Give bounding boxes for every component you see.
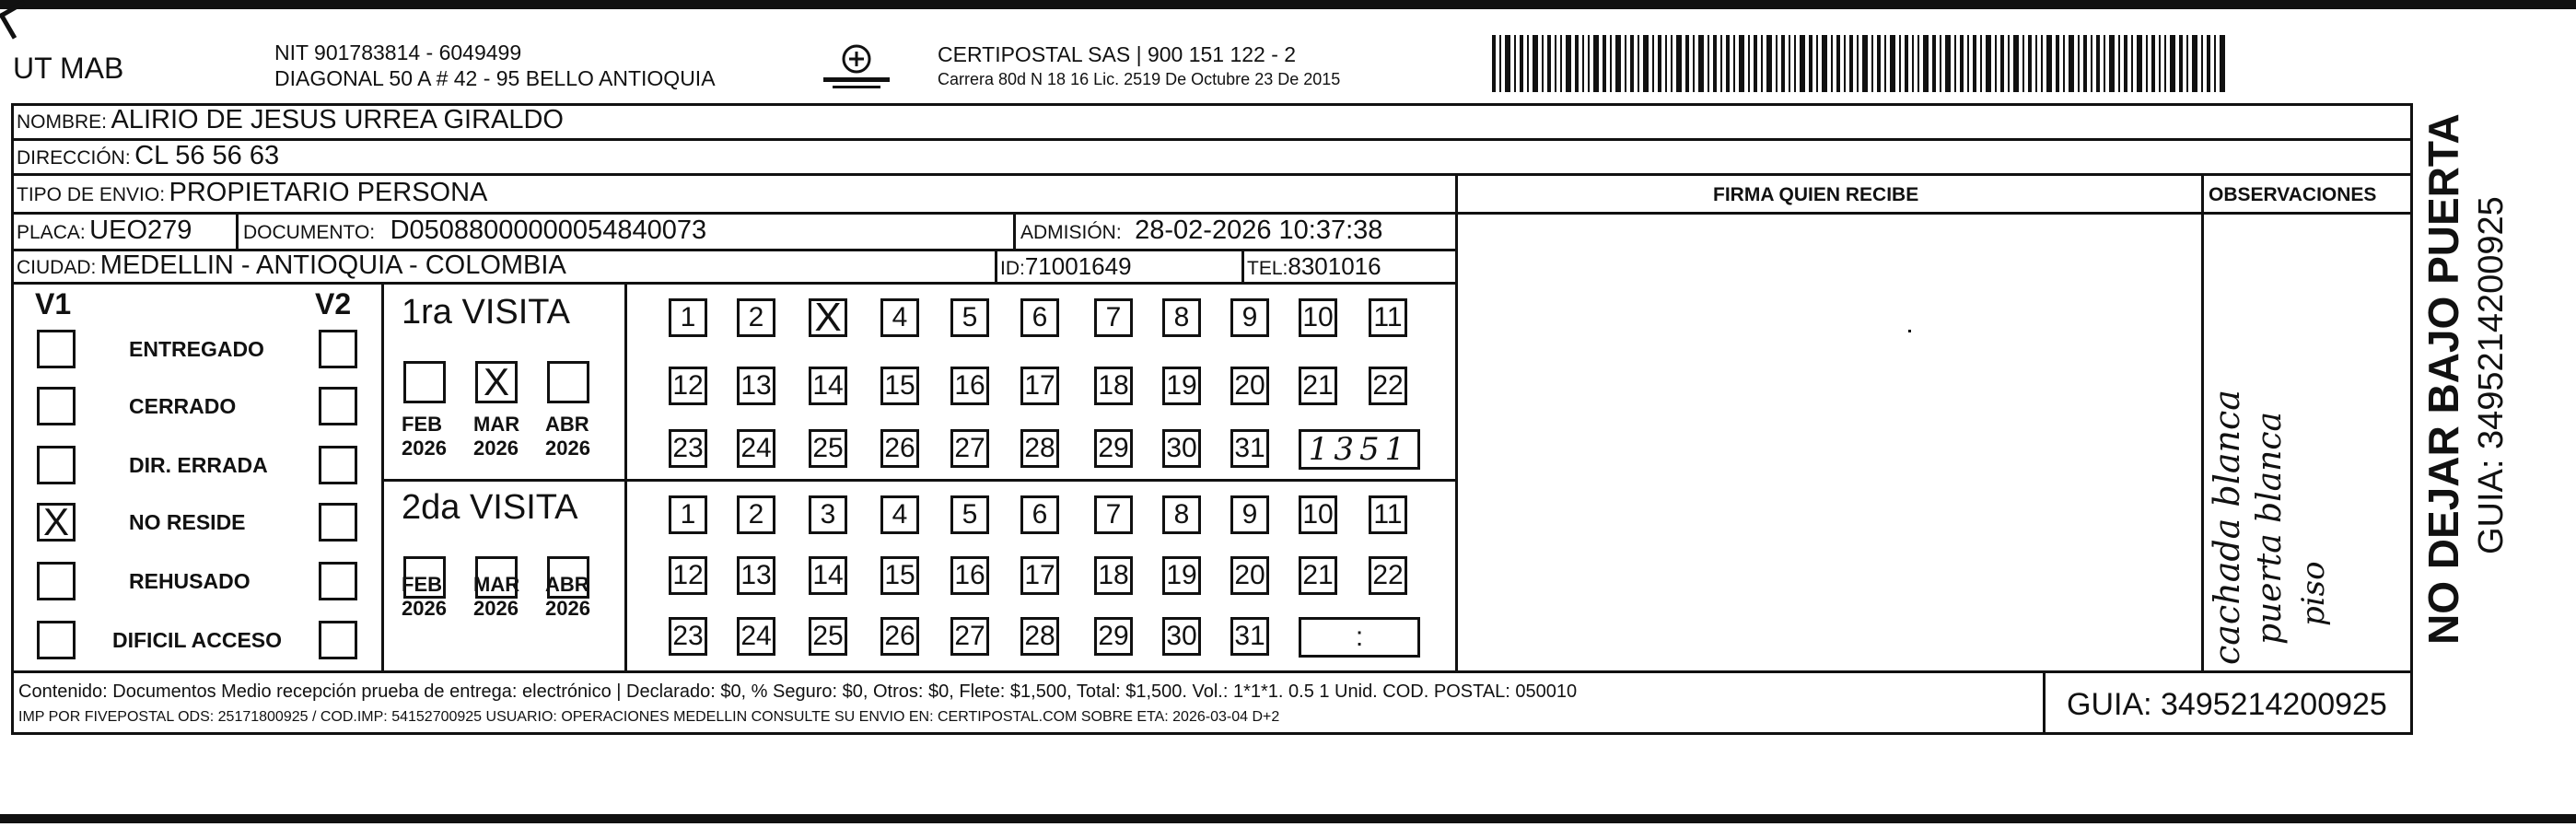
visit2-year-label-2: 2026 [545, 597, 590, 620]
v1-label: V1 [35, 287, 72, 320]
observacion-line-2: puerta blanca [2251, 412, 2289, 645]
visit2-day-8[interactable]: 8 [1162, 495, 1201, 534]
documento-label: DOCUMENTO: [243, 222, 376, 243]
visit1-day-26[interactable]: 26 [880, 429, 919, 468]
visit2-day-12[interactable]: 12 [669, 556, 707, 595]
v2-checkbox-4[interactable] [319, 562, 357, 600]
visit2-day-1[interactable]: 1 [669, 495, 707, 534]
v1-checkbox-4[interactable] [37, 562, 76, 600]
visit2-day-6[interactable]: 6 [1020, 495, 1059, 534]
visit2-day-20[interactable]: 20 [1230, 556, 1269, 595]
visit2-day-9[interactable]: 9 [1230, 495, 1269, 534]
visit2-day-13[interactable]: 13 [737, 556, 775, 595]
visit1-day-17[interactable]: 17 [1020, 367, 1059, 405]
status-divider [381, 282, 384, 670]
barcode [1492, 35, 2229, 92]
admision-label: ADMISIÓN: [1020, 222, 1122, 243]
visit2-day-19[interactable]: 19 [1162, 556, 1201, 595]
visit2-day-4[interactable]: 4 [880, 495, 919, 534]
visit2-day-22[interactable]: 22 [1369, 556, 1407, 595]
visit2-month-label-0: FEB [402, 573, 442, 596]
visit1-month-label-1: MAR [473, 413, 520, 436]
footer-guia-divider [2043, 670, 2046, 735]
col-observaciones [2201, 173, 2204, 670]
status-label-2: DIR. ERRADA [129, 453, 268, 477]
tipo-label: TIPO DE ENVIO: [17, 184, 166, 205]
nombre-value: ALIRIO DE JESUS URREA GIRALDO [111, 105, 564, 134]
visit1-month-box-1[interactable]: X [475, 361, 518, 403]
visit1-day-5[interactable]: 5 [950, 298, 989, 337]
documento-cell [243, 215, 706, 246]
visit1-day-19[interactable]: 19 [1162, 367, 1201, 405]
v2-checkbox-5[interactable] [319, 621, 357, 659]
id-value: 71001649 [1024, 252, 1132, 280]
visit1-day-28[interactable]: 28 [1020, 429, 1059, 468]
tel-cell [1247, 252, 1381, 281]
nombre-label: NOMBRE: [17, 111, 108, 133]
footer-imp: IMP POR FIVEPOSTAL ODS: 25171800925 / COD.IMP: 54152700925 USUARIO: OPERACIONES MEDELLIN CONSULTE SU ENVIO EN: CERTIPOSTAL.COM SOBRE ETA: 2026-03-04 D+2 [18, 709, 1280, 725]
v1-checkbox-5[interactable] [37, 621, 76, 659]
certipostal-license: Carrera 80d N 18 16 Lic. 2519 De Octubre 23 De 2015 [938, 70, 1341, 88]
v2-label: V2 [315, 287, 352, 320]
visit1-day-11[interactable]: 11 [1369, 298, 1407, 337]
observacion-line-3: piso [2295, 561, 2332, 626]
visit2-day-15[interactable]: 15 [880, 556, 919, 595]
direccion-label: DIRECCIÓN: [17, 147, 131, 169]
visit1-day-8[interactable]: 8 [1162, 298, 1201, 337]
tipo-value: PROPIETARIO PERSONA [169, 178, 488, 207]
visit1-year-label-0: 2026 [402, 437, 447, 460]
v2-checkbox-0[interactable] [319, 330, 357, 368]
visit1-day-7[interactable]: 7 [1094, 298, 1133, 337]
v1-checkbox-2[interactable] [37, 446, 76, 484]
visit1-day-9[interactable]: 9 [1230, 298, 1269, 337]
ciudad-value: MEDELLIN - ANTIOQUIA - COLOMBIA [99, 250, 566, 280]
visit1-day-16[interactable]: 16 [950, 367, 989, 405]
visit2-title: 2da VISITA [402, 488, 578, 527]
visit2-day-26[interactable]: 26 [880, 617, 919, 656]
placa-cell [17, 215, 192, 246]
tel-label: TEL: [1247, 258, 1288, 279]
visit1-day-12[interactable]: 12 [669, 367, 707, 405]
nombre-row [17, 105, 564, 135]
tel-value: 8301016 [1288, 252, 1381, 280]
footer-contenido: Contenido: Documentos Medio recepción prueba de entrega: electrónico | Declarado: $0, % Seguro: $0, Otros: $0, Flete: $1,500, Total: $1,500. Vol.: 1*1*1. 0.5 1 Unid. COD. POSTAL: 050010 [18, 681, 1578, 702]
ciudad-label: CIUDAD: [17, 257, 97, 278]
visit2-day-28[interactable]: 28 [1020, 617, 1059, 656]
visit2-month-label-2: ABR [545, 573, 589, 596]
visit1-day-14[interactable]: 14 [809, 367, 847, 405]
v1-checkbox-0[interactable] [37, 330, 76, 368]
admision-value: 28-02-2026 10:37:38 [1135, 215, 1383, 245]
col-doc-admision [1013, 212, 1016, 249]
side-guia: GUIA: 3495214200925 [2472, 196, 2511, 554]
status-label-4: REHUSADO [129, 569, 251, 593]
status-label-0: ENTREGADO [129, 337, 264, 361]
footer-guia: GUIA: 3495214200925 [2067, 687, 2387, 722]
row-line-3 [11, 212, 1457, 215]
visit1-day-22[interactable]: 22 [1369, 367, 1407, 405]
visit1-title: 1ra VISITA [402, 293, 571, 332]
top-border [0, 0, 2576, 9]
visit2-day-5[interactable]: 5 [950, 495, 989, 534]
visit1-day-20[interactable]: 20 [1230, 367, 1269, 405]
visit1-month-box-2[interactable] [547, 361, 589, 403]
certipostal-title: CERTIPOSTAL SAS | 900 151 122 - 2 [938, 42, 1297, 66]
footer-top-line [11, 670, 2413, 673]
visit2-day-29[interactable]: 29 [1094, 617, 1133, 656]
col-firma [1455, 173, 1458, 670]
visit2-day-16[interactable]: 16 [950, 556, 989, 595]
visit1-month-label-0: FEB [402, 413, 442, 436]
visit2-day-2[interactable]: 2 [737, 495, 775, 534]
tipo-row [17, 178, 487, 208]
header-right-line [1457, 212, 2413, 215]
visit2-day-3[interactable]: 3 [809, 495, 847, 534]
ciudad-cell [17, 250, 566, 281]
id-cell [1000, 252, 1132, 281]
visit1-day-23[interactable]: 23 [669, 429, 707, 468]
visit1-month-label-2: ABR [545, 413, 589, 436]
placa-label: PLACA: [17, 222, 86, 243]
direccion-value: CL 56 56 63 [134, 141, 280, 170]
visit2-month-label-1: MAR [473, 573, 520, 596]
visit1-day-30[interactable]: 30 [1162, 429, 1201, 468]
visit2-day-17[interactable]: 17 [1020, 556, 1059, 595]
visit2-day-25[interactable]: 25 [809, 617, 847, 656]
visit-divider [624, 282, 627, 670]
v1-checkbox-1[interactable] [37, 387, 76, 425]
visit2-day-23[interactable]: 23 [669, 617, 707, 656]
status-label-5: DIFICIL ACCESO [112, 628, 283, 652]
visit1-day-25[interactable]: 25 [809, 429, 847, 468]
v2-checkbox-3[interactable] [319, 503, 357, 542]
visit2-day-31[interactable]: 31 [1230, 617, 1269, 656]
visit2-time-box[interactable]: : [1299, 617, 1420, 658]
certipostal-logo [820, 42, 893, 92]
visit1-day-1[interactable]: 1 [669, 298, 707, 337]
v2-checkbox-1[interactable] [319, 387, 357, 425]
col-placa-doc [236, 212, 239, 249]
visit1-day-18[interactable]: 18 [1094, 367, 1133, 405]
documento-value: D05088000000054840073 [390, 215, 707, 245]
visit2-day-21[interactable]: 21 [1299, 556, 1337, 595]
visit1-day-21[interactable]: 21 [1299, 367, 1337, 405]
v1-checkbox-3[interactable]: X [37, 503, 76, 542]
visit1-day-6[interactable]: 6 [1020, 298, 1059, 337]
visit2-day-18[interactable]: 18 [1094, 556, 1133, 595]
visit2-day-7[interactable]: 7 [1094, 495, 1133, 534]
company-name: UT MAB [13, 52, 124, 85]
firma-header: FIRMA QUIEN RECIBE [1713, 184, 1919, 205]
visit1-month-box-0[interactable] [403, 361, 446, 403]
visit2-day-24[interactable]: 24 [737, 617, 775, 656]
observaciones-header: OBSERVACIONES [2209, 184, 2377, 205]
bottom-border [0, 814, 2576, 823]
visit1-day-31[interactable]: 31 [1230, 429, 1269, 468]
col-id-tel [1241, 249, 1244, 282]
visit1-day-15[interactable]: 15 [880, 367, 919, 405]
observacion-line-1: cachada blanca [2207, 390, 2247, 665]
visit2-day-30[interactable]: 30 [1162, 617, 1201, 656]
row-line-1 [11, 138, 2413, 141]
visit1-day-24[interactable]: 24 [737, 429, 775, 468]
id-label: ID: [1000, 258, 1025, 279]
row-line-2 [11, 173, 2413, 176]
visit1-day-10[interactable]: 10 [1299, 298, 1337, 337]
status-label-3: NO RESIDE [129, 510, 246, 534]
admision-cell [1020, 215, 1382, 246]
visit1-time-box[interactable]: 1351 [1299, 429, 1420, 470]
col-ciudad-id [995, 249, 997, 282]
visit2-day-10[interactable]: 10 [1299, 495, 1337, 534]
visit1-day-3[interactable]: X [809, 298, 847, 337]
visit2-year-label-0: 2026 [402, 597, 447, 620]
visit1-day-13[interactable]: 13 [737, 367, 775, 405]
visit1-day-29[interactable]: 29 [1094, 429, 1133, 468]
company-address: DIAGONAL 50 A # 42 - 95 BELLO ANTIOQUIA [274, 66, 716, 90]
signature-dot [1908, 330, 1911, 332]
visit-separator [381, 479, 1455, 482]
status-label-1: CERRADO [129, 394, 237, 418]
side-warning: NO DEJAR BAJO PUERTA [2419, 113, 2467, 645]
visit2-day-11[interactable]: 11 [1369, 495, 1407, 534]
v2-checkbox-2[interactable] [319, 446, 357, 484]
visit1-day-27[interactable]: 27 [950, 429, 989, 468]
direccion-row [17, 141, 279, 171]
visit2-day-27[interactable]: 27 [950, 617, 989, 656]
placa-value: UEO279 [89, 215, 192, 245]
visit1-year-label-1: 2026 [473, 437, 519, 460]
row-line-5 [11, 282, 1457, 285]
visit2-year-label-1: 2026 [473, 597, 519, 620]
visit1-year-label-2: 2026 [545, 437, 590, 460]
visit1-day-2[interactable]: 2 [737, 298, 775, 337]
visit2-day-14[interactable]: 14 [809, 556, 847, 595]
visit1-day-4[interactable]: 4 [880, 298, 919, 337]
nit-text: NIT 901783814 - 6049499 [274, 41, 522, 64]
